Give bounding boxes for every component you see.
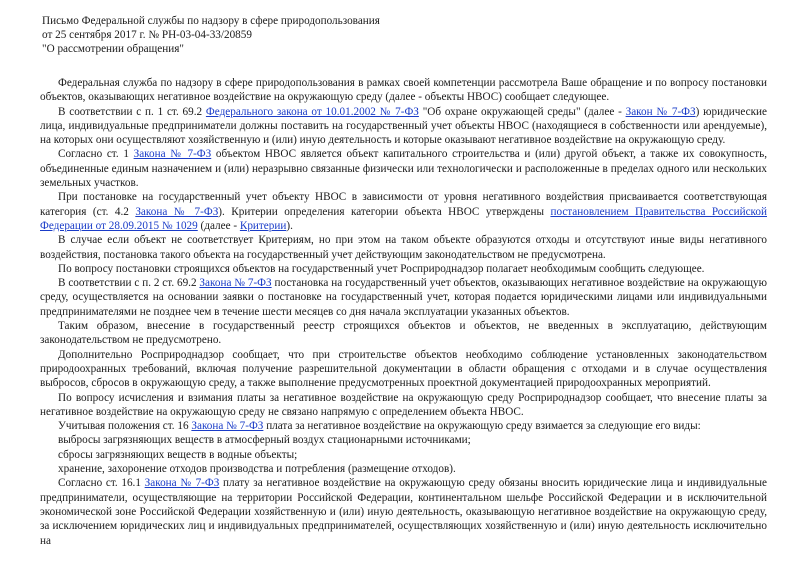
law-reference-link[interactable]: Критерии [239,219,287,232]
paragraph [40,391,767,420]
paragraph [40,233,767,262]
paragraph [40,190,767,233]
paragraph-text: При постановке на государственный учет объекту НВОС в зависимости от уровня негативного воздействия присваивается соответствующая категория (ст. 4.2 [40,191,767,218]
paragraph [40,419,767,433]
paragraph-text: Дополнительно Росприроднадзор сообщает, что при строительстве объектов необходимо соблюдение установленных законодательством природоохранных требований, включая получение разрешительной документации в области обращения с отходами и в случае осуществления выбросов, сбросов в окружающую среду, а также выполнение предусмотренных проектной документацией природоохранных мероприятий. [40,348,767,390]
law-reference-link[interactable]: Закон № 7-ФЗ [625,105,696,118]
paragraph [40,319,767,348]
paragraph-text: (далее - [197,219,240,232]
header-title: Письмо Федеральной службы по надзору в сфере природопользования [42,15,380,27]
law-reference-link[interactable]: Закона № 7-ФЗ [135,205,219,218]
paragraph-text: ) юридические лица, индивидуальные предприниматели должны поставить на государственный учет объекты НВОС (находящиеся в собственности или арендуемые), на которых они осуществляют хозяйственную и (или) иную деятельность и которые оказывают негативное воздействие на окружающую среду. [40,105,767,147]
law-reference-link[interactable]: Закона № 7-ФЗ [191,420,264,433]
paragraph-text: Согласно ст. 1 [58,148,134,161]
paragraph [40,433,767,447]
law-reference-link[interactable]: Закона № 7-ФЗ [144,477,220,490]
paragraph-text: объектом НВОС является объект капитального строительства и (или) другой объект, а также их совокупность, объединенные единым назначением и (или) неразрывно связанные физически или технологически и расположенные в пределах одного или нескольких земельных участков. [40,148,767,190]
paragraph-text: выбросы загрязняющих веществ в атмосферный воздух стационарными источниками; [58,434,471,447]
paragraph-text: хранение, захоронение отходов производства и потребления (размещение отходов). [58,463,456,476]
paragraph-text: ). [286,219,293,232]
paragraph-text: По вопросу постановки строящихся объектов на государственный учет Росприроднадзор полагает необходимым сообщить следующее. [58,262,705,275]
law-reference-link[interactable]: Закона № 7-ФЗ [133,148,212,161]
paragraph-text: постановка на государственный учет объектов, оказывающих негативное воздействие на окружающую среду, осуществляется на основании заявки о постановке на государственный учет, которая подается юридическими лицами или индивидуальными предпринимателями не позднее чем в течение шести месяцев со дня начала эксплуатации указанных объектов. [40,277,767,318]
paragraph-text: ). Критерии определения категории объекта НВОС утверждены [218,205,551,218]
paragraph [40,147,767,190]
document-header [42,14,767,56]
paragraph-text: плата за негативное воздействие на окружающую среду взимается за следующие его виды: [263,420,701,433]
paragraph-text: Федеральная служба по надзору в сфере природопользования в рамках своей компетенции рассмотрела Ваше обращение и по вопросу постановки объектов, оказывающих негативное воздействие на окружающую среду (далее - объекты НВОС) сообщает следующее. [40,77,767,104]
header-date-number: от 25 сентября 2017 г. № РН-03-04-33/20859 [42,29,252,41]
paragraph-text: В соответствии с п. 1 ст. 69.2 [58,105,206,118]
paragraph-text: плату за негативное воздействие на окружающую среду обязаны вносить юридические лица и индивидуальные предприниматели, осуществляющие на территории Российской Федерации, континентальном шельфе Российской Федерации и в исключительной экономической зоне Российской Федерации хозяйственную и (или) иную деятельность, оказывающую негативное воздействие на окружающую среду, за исключением юридических лиц и индивидуальных предпринимателей, осуществляющих хозяйственную и (или) иную деятельность исключительно на [40,477,768,547]
paragraph [40,76,767,105]
paragraph [40,448,767,462]
paragraph [40,476,767,547]
paragraph [40,276,767,319]
paragraph-text: сбросы загрязняющих веществ в водные объекты; [58,448,298,461]
paragraph-text: "Об охране окружающей среды" (далее - [418,105,626,118]
paragraph-text: В случае если объект не соответствует Критериям, но при этом на таком объекте образуются отходы и отсутствуют иные виды негативного воздействия, постановка такого объекта на государственный учет действующим законодательством не предусмотрена. [40,234,767,261]
paragraph [40,105,767,148]
paragraph [40,348,767,391]
law-reference-link[interactable]: Закона № 7-ФЗ [199,277,272,290]
paragraph [40,462,767,476]
paragraph-text: Таким образом, внесение в государственный реестр строящихся объектов и объектов, не введенных в эксплуатацию, действующим законодательством не предусмотрено. [40,320,767,347]
law-reference-link[interactable]: Федерального закона от 10.01.2002 № 7-ФЗ [205,105,419,118]
paragraph-text: Согласно ст. 16.1 [58,477,145,490]
paragraph-text: По вопросу исчисления и взимания платы за негативное воздействие на окружающую среду Росприроднадзор сообщает, что внесение платы за негативное воздействие на окружающую среду не связано напрямую с определением объекта НВОС. [40,391,767,418]
paragraph-text: Учитывая положения ст. 16 [58,420,192,433]
paragraph [40,262,767,276]
header-subject: "О рассмотрении обращения" [42,43,184,55]
law-reference-link[interactable]: постановлением Правительства Российской Федерации от 28.09.2015 № 1029 [40,205,767,232]
paragraph-text: В соответствии с п. 2 ст. 69.2 [58,277,200,290]
document-body [40,76,767,548]
